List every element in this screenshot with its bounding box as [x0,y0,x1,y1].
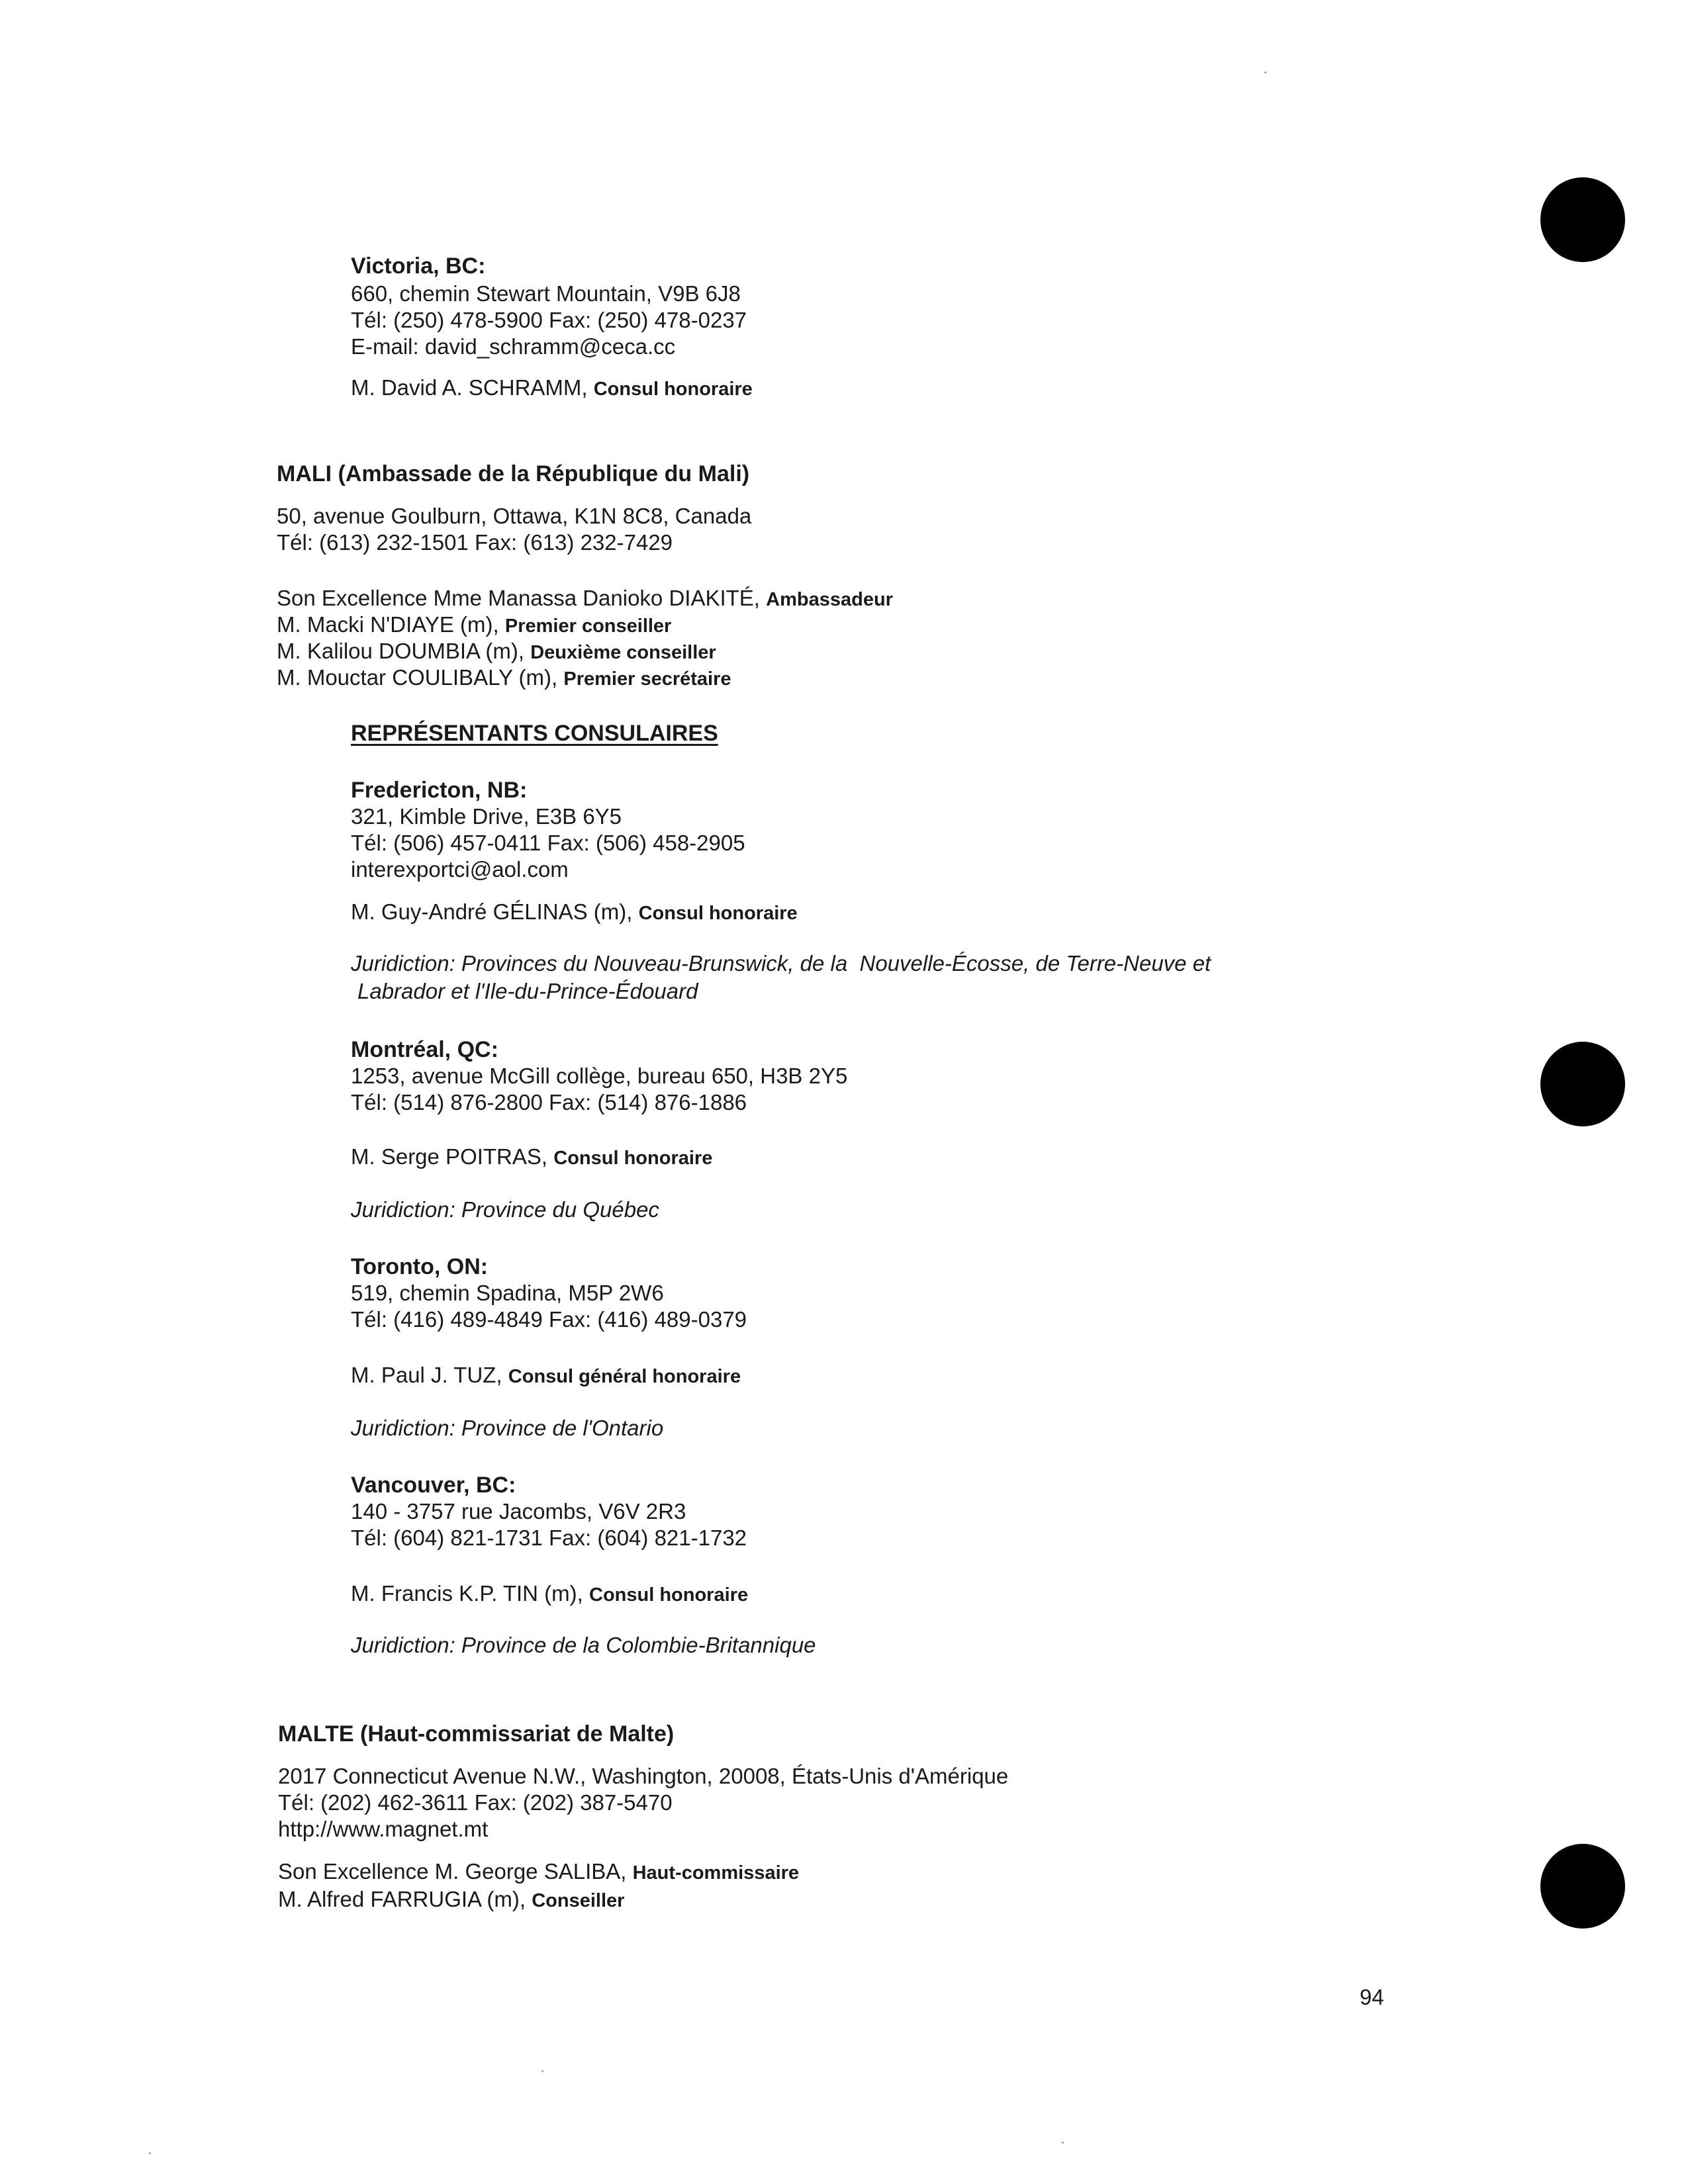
consulate-city: Vancouver, BC: [351,1473,516,1498]
victoria-phone: Tél: (250) 478-5900 Fax: (250) 478-0237 [351,308,747,332]
staff-name: M. Macki N'DIAYE (m), [277,612,499,637]
malte-website: http://www.magnet.mt [278,1817,489,1841]
consulate-phone: Tél: (416) 489-4849 Fax: (416) 489-0379 [351,1307,747,1332]
consulate-person [351,899,798,927]
consulate-city: Fredericton, NB: [351,778,528,803]
staff-name: M. Kalilou DOUMBIA (m), [277,639,525,663]
page-number: 94 [1360,1985,1384,2009]
punch-hole-middle [1540,1042,1625,1126]
consulate-address: 321, Kimble Drive, E3B 6Y5 [351,804,622,829]
staff-title: Deuxième conseiller [530,642,716,663]
person-name: M. Serge POITRAS, [351,1144,548,1169]
consulate-person [351,1144,712,1171]
victoria-person [351,375,753,402]
consulate-jurisdiction: Juridiction: Province du Québec [351,1197,659,1222]
punch-hole-top [1540,177,1625,262]
mali-staff-row [277,638,716,666]
consular-heading: REPRÉSENTANTS CONSULAIRES [351,721,718,746]
consulate-jurisdiction: Juridiction: Province de l'Ontario [351,1416,664,1440]
staff-title: Premier secrétaire [563,668,731,690]
consulate-phone: Tél: (514) 876-2800 Fax: (514) 876-1886 [351,1090,747,1115]
consulate-jurisdiction: Labrador et l'Ile-du-Prince-Édouard [357,979,698,1003]
victoria-email: E-mail: david_schramm@ceca.cc [351,334,676,359]
staff-name: M. Mouctar COULIBALY (m), [277,665,558,690]
mali-address: 50, avenue Goulburn, Ottawa, K1N 8C8, Canada [277,504,752,528]
consulate-jurisdiction: Juridiction: Provinces du Nouveau-Brunswick, de la Nouvelle-Écosse, de Terre-Neuve et [351,951,1211,976]
staff-title: Haut-commissaire [632,1862,800,1884]
consulate-email: interexportci@aol.com [351,857,569,882]
scan-speck [1062,2142,1064,2144]
malte-phone: Tél: (202) 462-3611 Fax: (202) 387-5470 [278,1790,673,1815]
person-name: M. Paul J. TUZ, [351,1363,502,1387]
consulate-city: Toronto, ON: [351,1254,489,1279]
person-title: Consul honoraire [553,1148,713,1169]
person-name: M. David A. SCHRAMM, [351,375,588,400]
scan-speck [541,2070,543,2072]
person-title: Consul général honoraire [508,1366,741,1387]
staff-name: M. Alfred FARRUGIA (m), [278,1887,526,1911]
consulate-person [351,1362,741,1390]
staff-title: Ambassadeur [766,589,893,610]
malte-staff-row [278,1886,624,1914]
person-name: M. Francis K.P. TIN (m), [351,1581,583,1606]
consulate-address: 519, chemin Spadina, M5P 2W6 [351,1281,664,1305]
staff-title: Conseiller [532,1890,625,1911]
staff-name: Son Excellence Mme Manassa Danioko DIAKITÉ, [277,586,760,610]
person-title: Consul honoraire [638,903,798,924]
scan-speck [149,2152,151,2154]
person-title: Consul honoraire [593,379,753,400]
mali-heading: MALI (Ambassade de la République du Mali) [277,461,750,486]
scan-speck [1264,71,1266,73]
person-name: M. Guy-André GÉLINAS (m), [351,899,633,924]
consulate-person [351,1580,748,1608]
malte-heading: MALTE (Haut-commissariat de Malte) [278,1721,675,1747]
mali-phone: Tél: (613) 232-1501 Fax: (613) 232-7429 [277,530,673,555]
victoria-address: 660, chemin Stewart Mountain, V9B 6J8 [351,281,741,306]
punch-hole-bottom [1540,1844,1625,1929]
person-title: Consul honoraire [589,1584,749,1606]
consulate-phone: Tél: (506) 457-0411 Fax: (506) 458-2905 [351,831,745,855]
staff-name: Son Excellence M. George SALIBA, [278,1859,627,1884]
victoria-city: Victoria, BC: [351,253,486,279]
staff-title: Premier conseiller [504,615,672,637]
mali-staff-row [277,585,893,613]
consulate-address: 1253, avenue McGill collège, bureau 650, H3B 2Y5 [351,1064,848,1088]
consulate-address: 140 - 3757 rue Jacombs, V6V 2R3 [351,1499,686,1524]
malte-address: 2017 Connecticut Avenue N.W., Washington, 20008, États-Unis d'Amérique [278,1764,1009,1788]
mali-staff-row [277,664,731,692]
consulate-jurisdiction: Juridiction: Province de la Colombie-Britannique [351,1633,816,1657]
malte-staff-row [278,1858,799,1886]
consulate-city: Montréal, QC: [351,1037,498,1062]
mali-staff-row [277,612,671,639]
consulate-phone: Tél: (604) 821-1731 Fax: (604) 821-1732 [351,1525,747,1550]
